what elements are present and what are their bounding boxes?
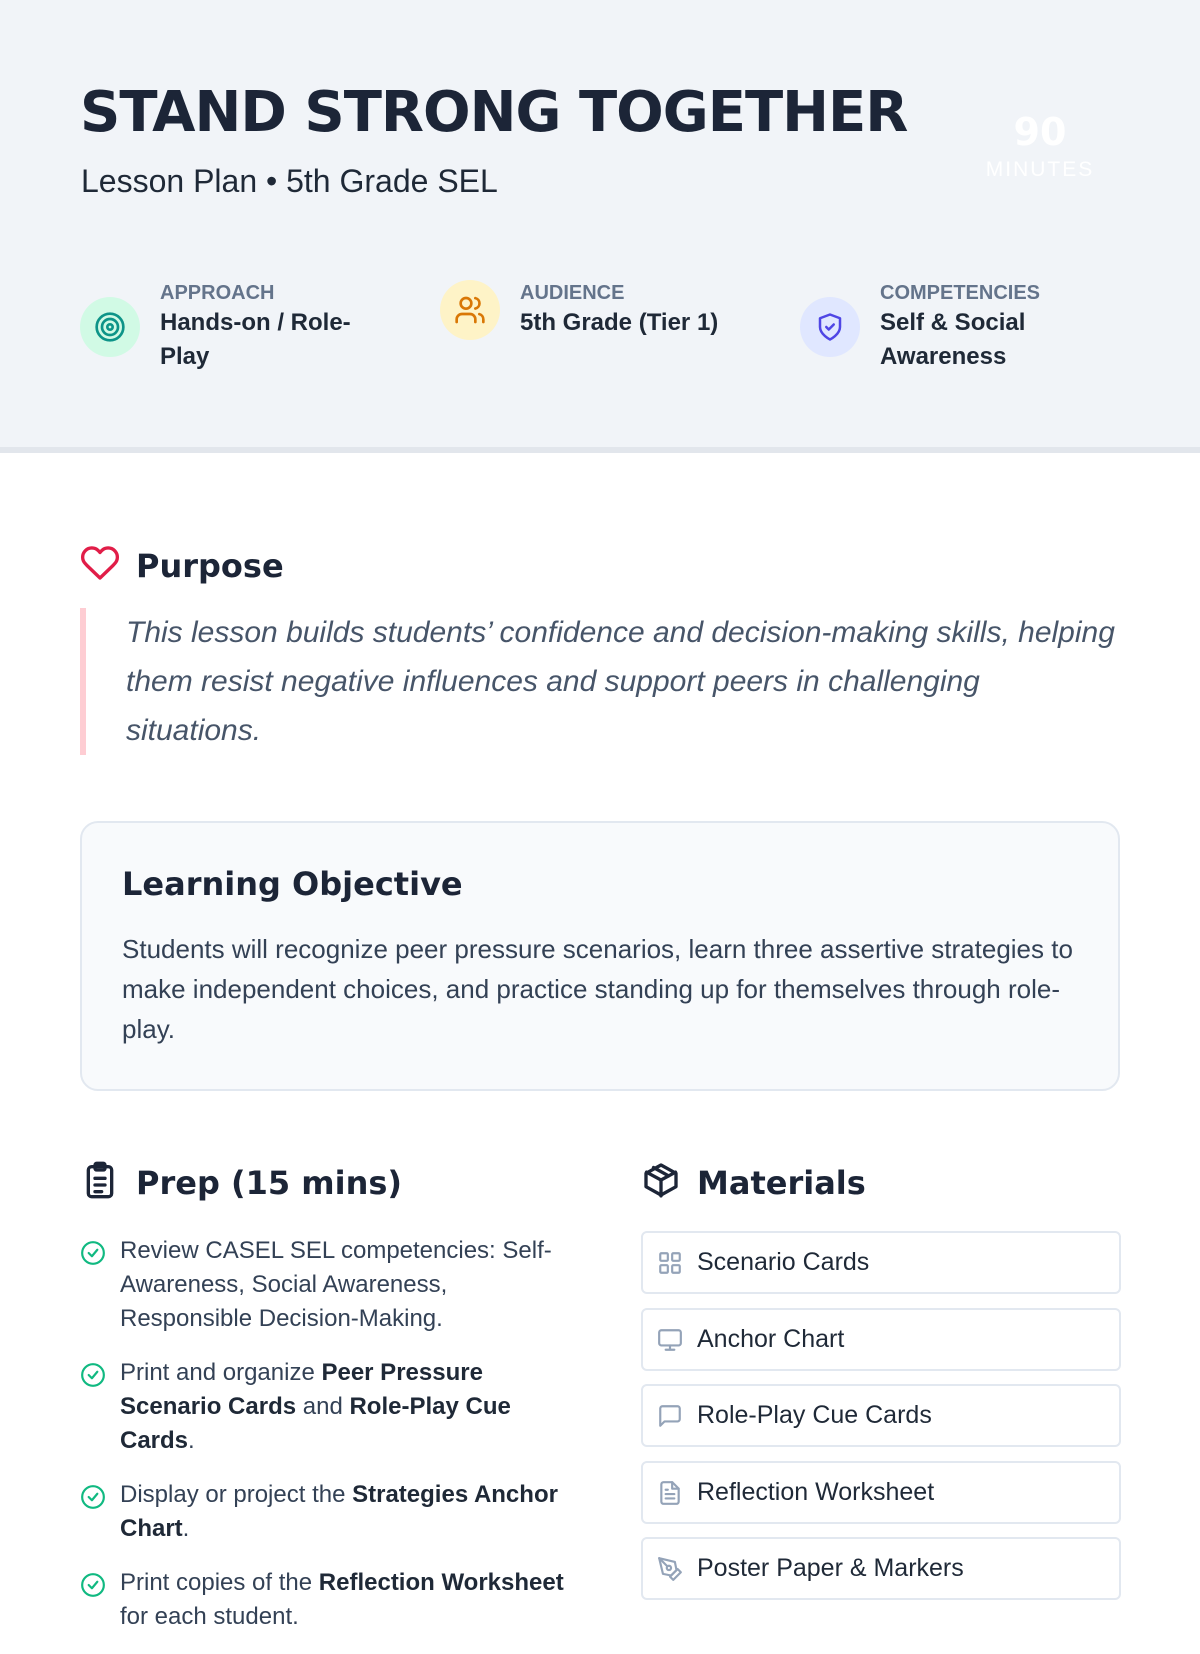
prep-text xyxy=(120,1234,580,1336)
section-title: Prep (15 mins) xyxy=(136,1163,403,1202)
material-item-cue-cards xyxy=(641,1384,1121,1447)
objective-card xyxy=(80,821,1120,1091)
prep-text xyxy=(120,1478,580,1546)
prep-text-part: and xyxy=(296,1393,350,1420)
heart-icon xyxy=(80,543,120,588)
material-label: Scenario Cards xyxy=(697,1248,870,1276)
list-item xyxy=(80,1234,580,1336)
lesson-header xyxy=(0,0,1200,453)
prep-text xyxy=(120,1566,580,1634)
duration-number: 90 xyxy=(1013,110,1067,154)
pen-icon xyxy=(657,1556,683,1582)
material-item-poster-paper xyxy=(641,1537,1121,1600)
prep-text-part: . xyxy=(182,1515,190,1542)
grid-icon xyxy=(657,1250,683,1276)
material-item-anchor-chart xyxy=(641,1308,1121,1371)
duration-unit: MINUTES xyxy=(985,158,1095,181)
material-label: Poster Paper & Markers xyxy=(697,1554,964,1582)
message-icon xyxy=(657,1403,683,1429)
meta-label: COMPETENCIES xyxy=(880,282,1041,304)
material-label: Reflection Worksheet xyxy=(697,1478,935,1506)
prep-text-part: Display or project the xyxy=(120,1481,353,1508)
meta-audience xyxy=(440,280,718,340)
prep-bold: Role-Play Cue Cards xyxy=(120,1393,511,1454)
prep-bold: Strategies Anchor Chart xyxy=(120,1481,558,1542)
objective-text: Students will recognize peer pressure scenarios, learn three assertive strategies to make independent choices, and practice standing up for themselves through role-play. xyxy=(122,934,1073,1044)
prep-heading xyxy=(80,1160,402,1205)
monitor-icon xyxy=(657,1327,683,1353)
meta-competencies xyxy=(800,280,1080,374)
prep-list xyxy=(80,1234,580,1654)
list-item xyxy=(80,1478,580,1546)
page-subtitle: Lesson Plan • 5th Grade SEL xyxy=(81,163,498,199)
prep-text-part: Print copies of the xyxy=(120,1569,319,1596)
clipboard-icon xyxy=(80,1160,120,1205)
material-label: Role-Play Cue Cards xyxy=(697,1401,932,1429)
purpose-heading xyxy=(80,543,284,588)
meta-value: Self & Social Awareness xyxy=(880,309,1026,370)
material-item-worksheet xyxy=(641,1461,1121,1524)
package-icon xyxy=(641,1160,681,1205)
purpose-text: This lesson builds students’ confidence and decision-making skills, helping them resist negative influences and support peers in challenging situations. xyxy=(80,608,1120,755)
meta-value: 5th Grade (Tier 1) xyxy=(520,309,719,336)
users-icon xyxy=(440,280,500,340)
meta-value: Hands-on / Role-Play xyxy=(160,309,351,370)
prep-text xyxy=(120,1356,580,1458)
prep-bold: Reflection Worksheet xyxy=(318,1569,564,1596)
check-circle-icon xyxy=(80,1572,106,1598)
materials-heading xyxy=(641,1160,866,1205)
target-icon xyxy=(80,297,140,357)
section-title: Purpose xyxy=(136,546,284,585)
prep-bold: Peer Pressure Scenario Cards xyxy=(120,1359,483,1420)
objective-title: Learning Objective xyxy=(122,865,463,903)
list-item xyxy=(80,1356,580,1458)
page-title: STAND STRONG TOGETHER xyxy=(80,80,908,145)
prep-text-part: Review CASEL SEL competencies: Self-Awareness, Social Awareness, Responsible Decision-Making. xyxy=(120,1237,552,1332)
material-label: Anchor Chart xyxy=(697,1325,845,1353)
duration-badge xyxy=(960,108,1120,184)
section-title: Materials xyxy=(697,1163,866,1202)
check-circle-icon xyxy=(80,1484,106,1510)
check-circle-icon xyxy=(80,1362,106,1388)
material-item-scenario-cards xyxy=(641,1231,1121,1294)
prep-text-part: . xyxy=(188,1427,195,1454)
meta-approach xyxy=(80,280,375,374)
list-item xyxy=(80,1566,580,1634)
check-circle-icon xyxy=(80,1240,106,1266)
prep-text-part: Print and organize xyxy=(120,1359,322,1386)
meta-label: AUDIENCE xyxy=(520,282,625,304)
prep-text-part: for each student. xyxy=(120,1603,299,1630)
meta-label: APPROACH xyxy=(160,282,275,304)
document-icon xyxy=(657,1480,683,1506)
shield-check-icon xyxy=(800,297,860,357)
